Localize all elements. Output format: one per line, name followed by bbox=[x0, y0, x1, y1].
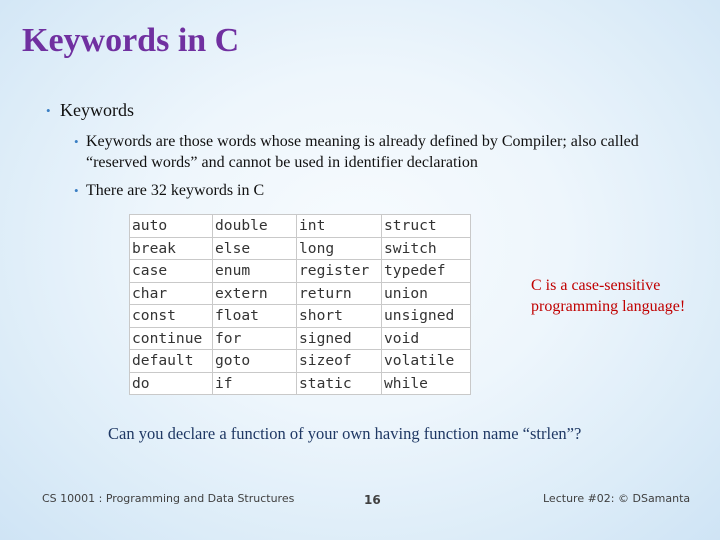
bullet-dot-icon: • bbox=[46, 103, 51, 118]
table-cell: struct bbox=[382, 215, 471, 238]
table-row bbox=[130, 327, 471, 350]
footer-page-number: 16 bbox=[364, 493, 381, 507]
table-cell: return bbox=[297, 282, 382, 305]
table-cell: sizeof bbox=[297, 350, 382, 373]
table-cell: register bbox=[297, 260, 382, 283]
table-row bbox=[130, 305, 471, 328]
table-row bbox=[130, 215, 471, 238]
table-row bbox=[130, 237, 471, 260]
bullet-keywords bbox=[46, 100, 134, 121]
table-cell: unsigned bbox=[382, 305, 471, 328]
table-cell: else bbox=[213, 237, 297, 260]
table-cell: union bbox=[382, 282, 471, 305]
table-cell: float bbox=[213, 305, 297, 328]
table-row bbox=[130, 372, 471, 395]
table-cell: default bbox=[130, 350, 213, 373]
table-cell: break bbox=[130, 237, 213, 260]
bullet-definition bbox=[74, 131, 684, 173]
table-cell: do bbox=[130, 372, 213, 395]
table-cell: while bbox=[382, 372, 471, 395]
table-row bbox=[130, 282, 471, 305]
case-sensitivity-note: C is a case-sensitive programming language! bbox=[531, 277, 686, 315]
table-cell: signed bbox=[297, 327, 382, 350]
table-cell: switch bbox=[382, 237, 471, 260]
table-cell: if bbox=[213, 372, 297, 395]
table-cell: long bbox=[297, 237, 382, 260]
table-cell: for bbox=[213, 327, 297, 350]
table-cell: static bbox=[297, 372, 382, 395]
table-cell: case bbox=[130, 260, 213, 283]
slide-title: Keywords in C bbox=[22, 22, 240, 59]
bullet-text: Keywords bbox=[60, 100, 134, 120]
bullet-dot-icon: • bbox=[74, 134, 79, 149]
footer-course: CS 10001 : Programming and Data Structures bbox=[42, 492, 295, 505]
table-cell: volatile bbox=[382, 350, 471, 373]
table-cell: extern bbox=[213, 282, 297, 305]
bullet-text: There are 32 keywords in C bbox=[86, 182, 265, 199]
bullet-dot-icon: • bbox=[74, 183, 79, 198]
table-cell: goto bbox=[213, 350, 297, 373]
table-cell: short bbox=[297, 305, 382, 328]
table-cell: continue bbox=[130, 327, 213, 350]
table-row bbox=[130, 260, 471, 283]
table-row bbox=[130, 350, 471, 373]
table-cell: char bbox=[130, 282, 213, 305]
table-cell: auto bbox=[130, 215, 213, 238]
table-cell: void bbox=[382, 327, 471, 350]
table-cell: int bbox=[297, 215, 382, 238]
table-cell: const bbox=[130, 305, 213, 328]
keywords-table bbox=[129, 214, 471, 395]
bullet-text: Keywords are those words whose meaning is already defined by Compiler; also called “reserved words” and cannot be used in identifier declaration bbox=[86, 133, 639, 171]
bullet-count bbox=[74, 180, 264, 201]
table-cell: enum bbox=[213, 260, 297, 283]
table-cell: typedef bbox=[382, 260, 471, 283]
footer-lecture: Lecture #02: © DSamanta bbox=[543, 492, 691, 505]
table-cell: double bbox=[213, 215, 297, 238]
question-text: Can you declare a function of your own having function name “strlen”? bbox=[108, 424, 582, 443]
